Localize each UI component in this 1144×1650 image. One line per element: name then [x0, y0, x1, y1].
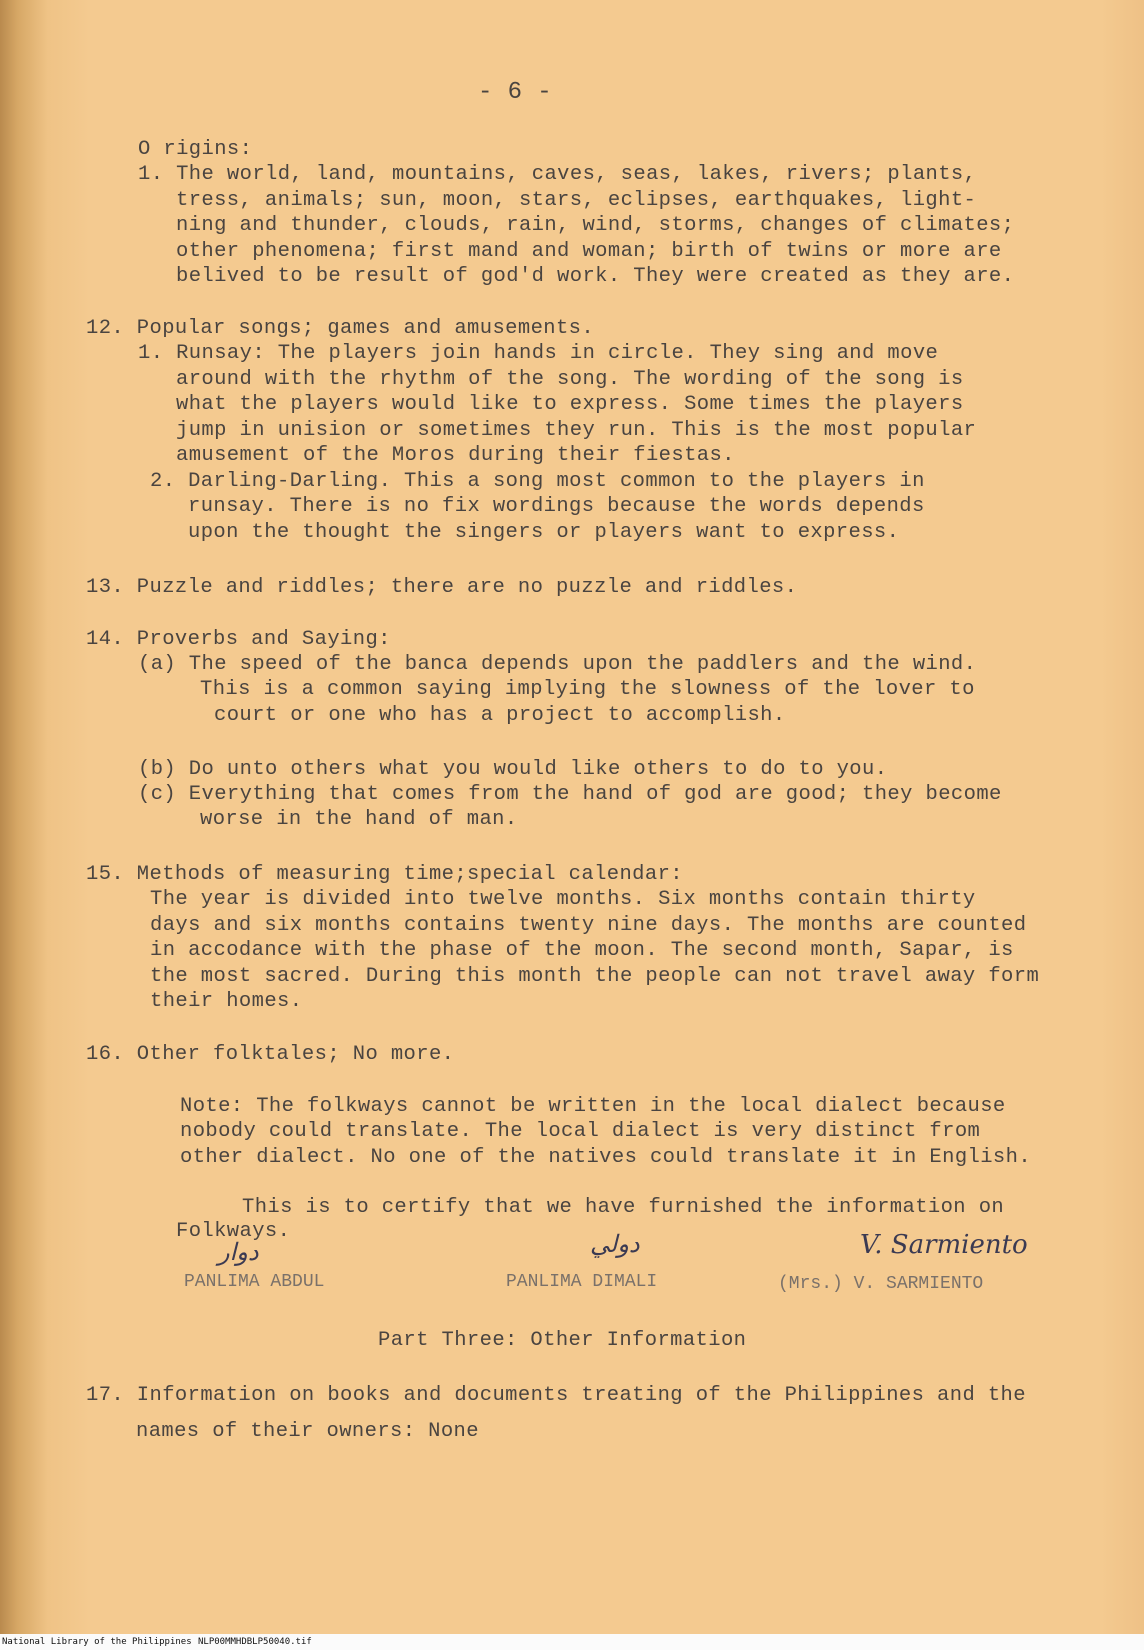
section-16: 16. Other folktales; No more.	[86, 1043, 455, 1066]
signatory-name: PANLIMA DIMALI	[506, 1272, 658, 1292]
section-17-line: 17. Information on books and documents treating of the Philippines and the	[86, 1384, 1026, 1407]
proverb-line: worse in the hand of man.	[200, 808, 518, 831]
signature-abdul: ﺩﻭﺍﺭ	[218, 1238, 259, 1266]
section-17-line: names of their owners: None	[136, 1420, 479, 1443]
note-line: nobody could translate. The local dialect is very distinct from	[180, 1120, 981, 1143]
signatory-name: (Mrs.) V. SARMIENTO	[778, 1274, 984, 1294]
section-12-line: 2. Darling-Darling. This a song most common to the players in	[150, 470, 925, 493]
section-15-line: the most sacred. During this month the people can not travel away form	[150, 965, 1040, 988]
note-line: other dialect. No one of the natives could translate it in English.	[180, 1146, 1032, 1169]
section-12-heading: 12. Popular songs; games and amusements.	[86, 317, 595, 340]
section-12-line: amusement of the Moros during their fiestas.	[176, 444, 735, 467]
page-number: - 6 -	[478, 79, 553, 106]
signature-sarmiento: V. Sarmiento	[860, 1230, 1028, 1260]
proverb-line: (c) Everything that comes from the hand of god are good; they become	[138, 783, 1002, 806]
origins-line: tress, animals; sun, moon, stars, eclipses, earthquakes, light-	[176, 189, 977, 212]
footer-library: National Library of the Philippines	[2, 1637, 192, 1647]
proverb-line: (b) Do unto others what you would like others to do to you.	[138, 758, 888, 781]
section-12-line: 1. Runsay: The players join hands in circle. They sing and move	[138, 342, 939, 365]
section-15-line: in accodance with the phase of the moon. The second month, Sapar, is	[150, 939, 1014, 962]
section-12-line: runsay. There is no fix wordings because the words depends	[188, 495, 925, 518]
section-12-line: what the players would like to express. Some times the players	[176, 393, 964, 416]
section-12-line: upon the thought the singers or players want to express.	[188, 521, 900, 544]
proverb-line: (a) The speed of the banca depends upon the paddlers and the wind.	[138, 653, 977, 676]
section-15-line: days and six months contains twenty nine days. The months are counted	[150, 914, 1027, 937]
certification-line: Folkways.	[176, 1220, 291, 1243]
certification-line: This is to certify that we have furnished the information on	[242, 1196, 1005, 1219]
note-line: Note: The folkways cannot be written in the local dialect because	[180, 1095, 1006, 1118]
signature-dimali: ﺩﻭﻟﻲ	[590, 1230, 640, 1258]
archive-footer	[0, 1634, 1144, 1650]
proverb-line: court or one who has a project to accomplish.	[214, 704, 786, 727]
origins-heading: O rigins:	[138, 138, 253, 161]
section-14-heading: 14. Proverbs and Saying:	[86, 628, 391, 651]
origins-line: 1. The world, land, mountains, caves, seas, lakes, rivers; plants,	[138, 163, 977, 186]
proverb-line: This is a common saying implying the slowness of the lover to	[200, 678, 975, 701]
signatory-name: PANLIMA ABDUL	[184, 1272, 325, 1292]
origins-line: belived to be result of god'd work. They were created as they are.	[176, 265, 1015, 288]
origins-line: ning and thunder, clouds, rain, wind, storms, changes of climates;	[176, 214, 1015, 237]
section-12-line: jump in unision or sometimes they run. This is the most popular	[176, 419, 977, 442]
part-three-heading: Part Three: Other Information	[378, 1329, 747, 1352]
origins-line: other phenomena; first mand and woman; birth of twins or more are	[176, 240, 1002, 263]
section-13: 13. Puzzle and riddles; there are no puzzle and riddles.	[86, 576, 798, 599]
section-15-line: The year is divided into twelve months. Six months contain thirty	[150, 888, 976, 911]
section-12-line: around with the rhythm of the song. The wording of the song is	[176, 368, 964, 391]
section-15-line: their homes.	[150, 990, 303, 1013]
section-15-heading: 15. Methods of measuring time;special calendar:	[86, 863, 683, 886]
footer-filename: NLP00MMHDBLP50040.tif	[198, 1637, 312, 1647]
